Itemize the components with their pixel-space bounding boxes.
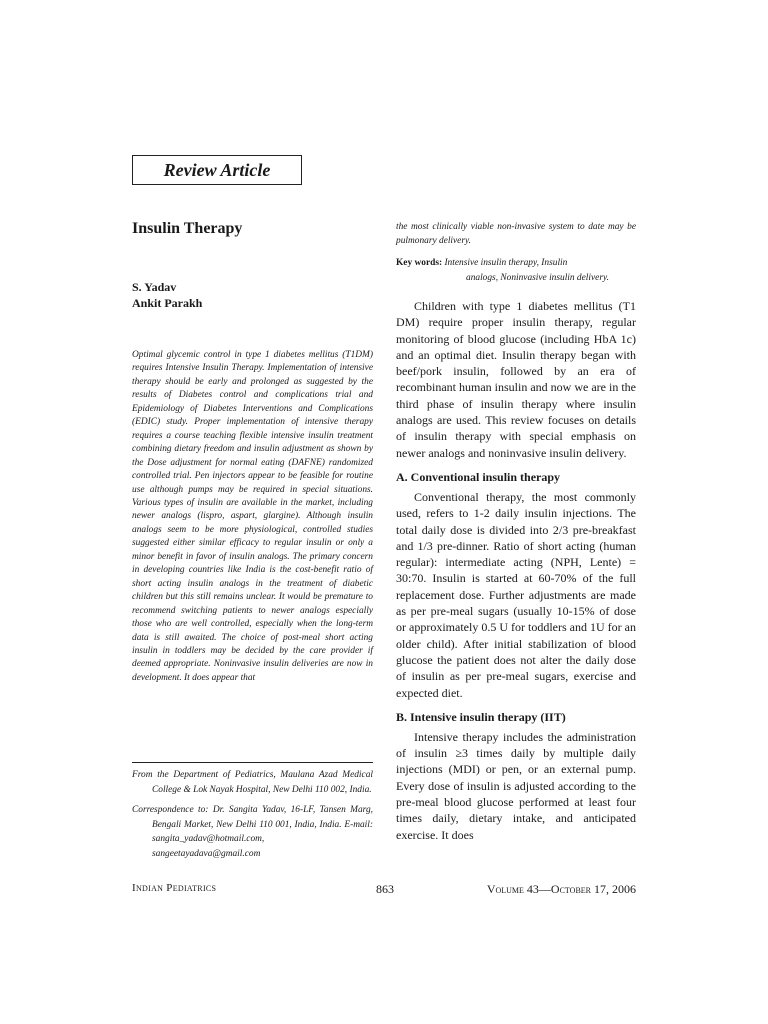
section-a-heading: A. Conventional insulin therapy bbox=[396, 469, 561, 484]
page-footer bbox=[132, 882, 636, 898]
keywords-line2: analogs, Noninvasive insulin delivery. bbox=[466, 272, 609, 283]
volume-date: Volume 43—October 17, 2006 bbox=[486, 882, 636, 896]
section-a-paragraph: Conventional therapy, the most commonly used, refers to 1-2 daily insulin injections. The total daily dose is divided into 2/3 pre-breakfast and 1/3 pre-dinner. Ratio of short acting (human regular): intermediate acting (NPH, Lente) = 30:70. Insulin is started at 60-70% of the full replacement dose. Further adjustments are made as per pre-meal sugars (usually 10-15% of dose or approximately 0.5 U for toddlers and 1U for an older child). After initial stabilization of blood glucose the patient does not alter the daily dose of insulin as per pre-meal sugars, exercise and expected diet. bbox=[396, 489, 636, 700]
abstract-continued: the most clinically viable non-invasive system to date may be pulmonary delivery. bbox=[396, 222, 636, 246]
author: S. Yadav bbox=[132, 280, 177, 294]
article-type: Review Article bbox=[163, 159, 271, 180]
author-list bbox=[132, 279, 202, 311]
article-type-box bbox=[132, 155, 302, 185]
journal-name: Indian Pediatrics bbox=[132, 882, 217, 894]
author: Ankit Parakh bbox=[132, 296, 203, 310]
affiliation-from: From the Department of Pediatrics, Maulana Azad Medical College & Lok Nayak Hospital, New Delhi 110 002, India. bbox=[132, 770, 373, 795]
intro-paragraph: Children with type 1 diabetes mellitus (T1 DM) require proper insulin therapy, regular monitoring of blood glucose (including HbA 1c) and an optimal diet. Insulin therapy began with beef/pork insulin, followed by an era of recombinant human insulin and now we are in the third phase of insulin therapy where insulin analogs are used. This review focuses on details of insulin therapy with special emphasis on newer analogs and noninvasive insulin delivery. bbox=[396, 299, 636, 460]
correspondence: Correspondence to: Dr. Sangita Yadav, 16-LF, Tansen Marg, Bengali Market, New Delhi 110 001, India, India. E-mail: sangita_yadav@hotmail.com, sangeetayadava@gmail.com bbox=[132, 805, 373, 859]
keywords-line1: Intensive insulin therapy, Insulin bbox=[444, 258, 568, 268]
section-b-paragraph: Intensive therapy includes the administration of insulin ≥3 times daily by multiple daily injections (MDI) or pen, or an external pump. Every dose of insulin is adjusted according to the pre-meal blood glucose performed at least four times daily, dietary intake, and anticipated exercise. It does bbox=[396, 729, 636, 842]
abstract: Optimal glycemic control in type 1 diabetes mellitus (T1DM) requires Intensive Insulin Therapy. Implementation of intensive therapy should be early and prolonged as suggested by the results of Diabetes control and complications trial and Epidemiology of Diabetes Interventions and Complications (EDIC) study. Proper implementation of intensive therapy requires a course teaching flexible intensive insulin treatment combining dietary freedom and insulin adjustment as shown by the Dose adjustment for normal eating (DAFNE) randomized controlled trial. Pen injectors appear to be feasible for routine use although pumps may be required in special situations. Various types of insulin are available in the market, including newer analogs (lispro, aspart, glargine). Although insulin analogs seem to be more physiological, controlled studies suggested either similar efficacy to regular insulin or only a minor benefit in favor of insulin analogs. The primary concern in developing countries like India is the cost-benefit ratio of short acting insulin analogs in the treatment of diabetic children but this still remains unclear. It would be premature to recommend switching patients to newer analogs especially those who are well controlled, especially when the long-term data is still awaited. The choice of post-meal short acting insulin in toddlers may be decided by the care provider if deemed appropriate. Noninvasive insulin deliveries are now in development. It does appear that bbox=[132, 350, 373, 683]
body-text-column bbox=[396, 298, 636, 843]
footnote-divider bbox=[132, 762, 373, 763]
keywords-label: Key words: bbox=[396, 258, 443, 268]
article-title: Insulin Therapy bbox=[132, 220, 243, 237]
section-b-heading: B. Intensive insulin therapy (IIT) bbox=[396, 709, 566, 724]
page-number: 863 bbox=[376, 882, 394, 896]
keywords bbox=[396, 256, 636, 285]
affiliations bbox=[132, 768, 373, 867]
